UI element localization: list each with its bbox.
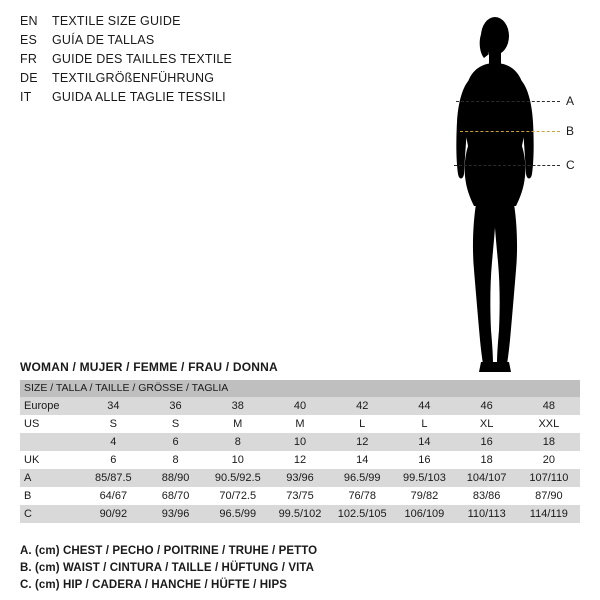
measure-label-b: B (566, 124, 575, 138)
cell: L (393, 415, 455, 433)
cell: 107/110 (518, 469, 580, 487)
cell: 90.5/92.5 (207, 469, 269, 487)
measure-label-a: A (566, 94, 575, 108)
language-code: EN (20, 14, 38, 28)
cell: XXL (518, 415, 580, 433)
row-label (20, 433, 82, 451)
cell: S (82, 415, 144, 433)
language-title: TEXTILGRÖßENFÜHRUNG (52, 71, 215, 85)
cell: 10 (207, 451, 269, 469)
cell: 70/72.5 (207, 487, 269, 505)
cell: 83/86 (456, 487, 518, 505)
cell: 8 (207, 433, 269, 451)
cell: 12 (331, 433, 393, 451)
language-title: GUÍA DE TALLAS (52, 33, 155, 47)
language-title: GUIDA ALLE TAGLIE TESSILI (52, 90, 226, 104)
cell: 110/113 (456, 505, 518, 523)
language-title: TEXTILE SIZE GUIDE (52, 14, 181, 28)
body-figure-area (400, 8, 600, 378)
cell: 14 (331, 451, 393, 469)
language-row (20, 52, 320, 71)
language-code: FR (20, 52, 38, 66)
table-row (20, 487, 580, 505)
language-code: DE (20, 71, 38, 85)
table-row (20, 397, 580, 415)
cell: 16 (393, 451, 455, 469)
cell: 20 (518, 451, 580, 469)
cell: 44 (393, 397, 455, 415)
cell: M (269, 415, 331, 433)
cell: XL (456, 415, 518, 433)
row-label: A (20, 469, 82, 487)
cell: 96.5/99 (331, 469, 393, 487)
cell: 14 (393, 433, 455, 451)
cell: 16 (456, 433, 518, 451)
note-chest: A. (cm) CHEST / PECHO / POITRINE / TRUHE / PETTO (20, 545, 318, 557)
cell: 34 (82, 397, 144, 415)
cell: 40 (269, 397, 331, 415)
table-row (20, 505, 580, 523)
cell: 93/96 (269, 469, 331, 487)
cell: 36 (144, 397, 206, 415)
cell: 4 (82, 433, 144, 451)
row-label: C (20, 505, 82, 523)
cell: 68/70 (144, 487, 206, 505)
table-row (20, 451, 580, 469)
table-row (20, 433, 580, 451)
cell: 73/75 (269, 487, 331, 505)
language-row (20, 14, 320, 33)
measure-line-b (460, 131, 560, 132)
cell: 38 (207, 397, 269, 415)
row-label: Europe (20, 397, 82, 415)
row-label: US (20, 415, 82, 433)
size-table-wrapper (20, 380, 580, 523)
cell: 88/90 (144, 469, 206, 487)
cell: 104/107 (456, 469, 518, 487)
measure-label-c: C (566, 158, 575, 172)
row-label: B (20, 487, 82, 505)
cell: 42 (331, 397, 393, 415)
cell: 90/92 (82, 505, 144, 523)
measurement-notes (20, 543, 580, 594)
cell: 99.5/102 (269, 505, 331, 523)
cell: 114/119 (518, 505, 580, 523)
cell: 99.5/103 (393, 469, 455, 487)
cell: 8 (144, 451, 206, 469)
female-body-silhouette-icon (420, 8, 570, 378)
language-row (20, 71, 320, 90)
cell: 12 (269, 451, 331, 469)
cell: 87/90 (518, 487, 580, 505)
language-row (20, 33, 320, 52)
woman-section-heading: WOMAN / MUJER / FEMME / FRAU / DONNA (20, 360, 278, 374)
table-row (20, 415, 580, 433)
language-code: IT (20, 90, 32, 104)
language-row (20, 90, 320, 109)
measure-line-a (456, 101, 560, 102)
cell: M (207, 415, 269, 433)
cell: 79/82 (393, 487, 455, 505)
cell: 6 (82, 451, 144, 469)
cell: 46 (456, 397, 518, 415)
measure-line-c (454, 165, 560, 166)
size-table-title: SIZE / TALLA / TAILLE / GRÖSSE / TAGLIA (20, 380, 580, 397)
cell: 96.5/99 (207, 505, 269, 523)
cell: 93/96 (144, 505, 206, 523)
cell: 6 (144, 433, 206, 451)
size-table (20, 380, 580, 523)
cell: 106/109 (393, 505, 455, 523)
language-title-list (20, 14, 320, 109)
cell: S (144, 415, 206, 433)
table-row (20, 469, 580, 487)
cell: 48 (518, 397, 580, 415)
cell: 64/67 (82, 487, 144, 505)
language-title: GUIDE DES TAILLES TEXTILE (52, 52, 233, 66)
cell: 102.5/105 (331, 505, 393, 523)
language-code: ES (20, 33, 38, 47)
note-waist: B. (cm) WAIST / CINTURA / TAILLE / HÜFTUNG / VITA (20, 562, 315, 574)
cell: 18 (456, 451, 518, 469)
cell: 85/87.5 (82, 469, 144, 487)
cell: 18 (518, 433, 580, 451)
note-hip: C. (cm) HIP / CADERA / HANCHE / HÜFTE / HIPS (20, 579, 288, 591)
table-header-row (20, 380, 580, 397)
cell: 76/78 (331, 487, 393, 505)
row-label: UK (20, 451, 82, 469)
cell: 10 (269, 433, 331, 451)
cell: L (331, 415, 393, 433)
